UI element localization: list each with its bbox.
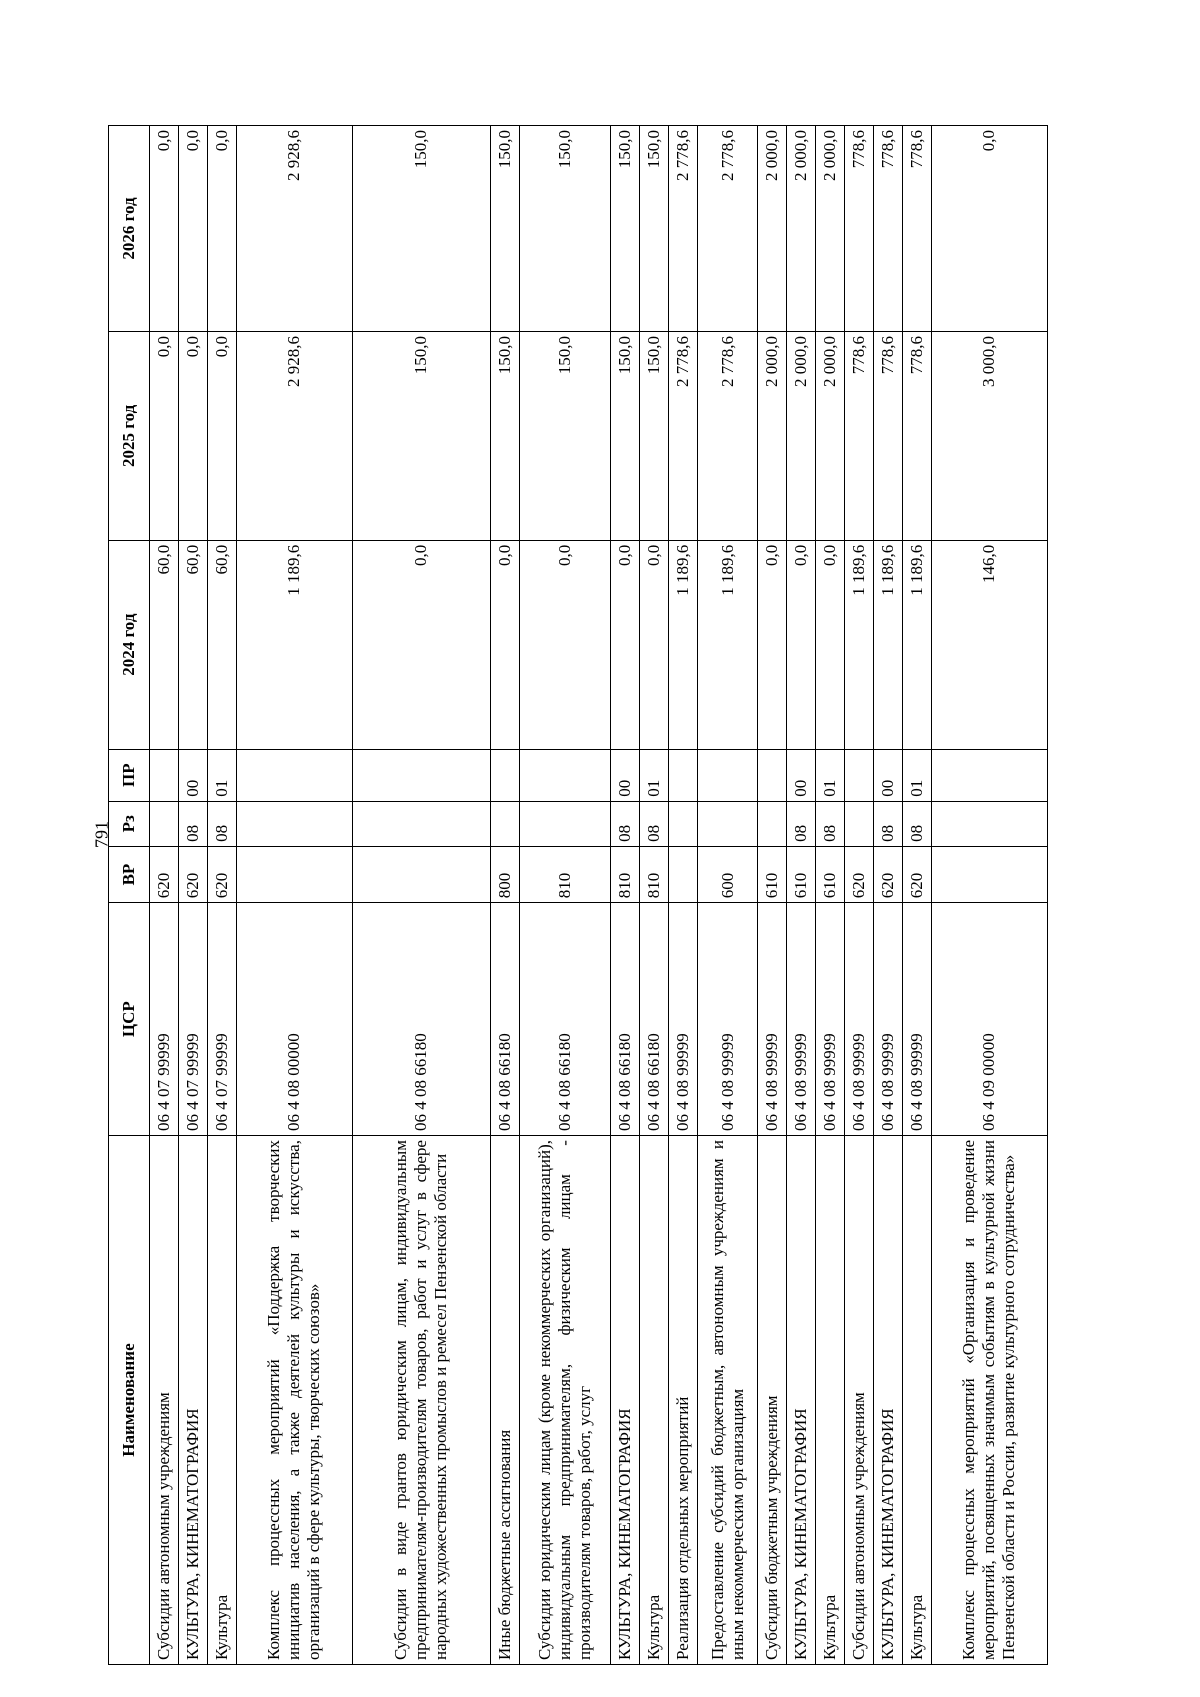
- row-csr: 06 4 07 99999: [207, 903, 236, 1136]
- row-2024: 60,0: [207, 540, 236, 749]
- row-2024: 0,0: [816, 540, 845, 749]
- row-2024: 146,0: [931, 540, 1047, 749]
- row-rz: [845, 801, 874, 846]
- row-csr: 06 4 07 99999: [150, 903, 179, 1136]
- page-number: 791: [91, 821, 112, 848]
- row-2025: 2 928,6: [236, 332, 352, 541]
- row-name: Субсидии автономным учреждениям: [150, 1136, 179, 1665]
- row-2026: 778,6: [874, 126, 903, 332]
- row-pr: [490, 749, 519, 801]
- row-csr: 06 4 08 99999: [845, 903, 874, 1136]
- row-rz: 08: [640, 801, 669, 846]
- row-2026: 0,0: [207, 126, 236, 332]
- row-name: Культура: [902, 1136, 931, 1665]
- row-csr: 06 4 08 66180: [519, 903, 610, 1136]
- row-2026: 0,0: [178, 126, 207, 332]
- row-pr: [150, 749, 179, 801]
- row-pr: [236, 749, 352, 801]
- row-2024: 0,0: [640, 540, 669, 749]
- row-name: Иные бюджетные ассигнования: [490, 1136, 519, 1665]
- table-row: [150, 126, 179, 1665]
- row-rz: [758, 801, 787, 846]
- row-2025: 150,0: [352, 332, 490, 541]
- row-name: Реализация отдельных мероприятий: [669, 1136, 698, 1665]
- header-vr: ВР: [109, 846, 150, 902]
- row-rz: 08: [207, 801, 236, 846]
- row-2024: 0,0: [519, 540, 610, 749]
- row-2025: 150,0: [519, 332, 610, 541]
- row-2024: 1 189,6: [845, 540, 874, 749]
- header-rz: Рз: [109, 801, 150, 846]
- row-2026: 2 000,0: [816, 126, 845, 332]
- row-name: КУЛЬТУРА, КИНЕМАТОГРАФИЯ: [611, 1136, 640, 1665]
- table-row: [640, 126, 669, 1665]
- row-2025: 0,0: [150, 332, 179, 541]
- row-2026: 2 000,0: [758, 126, 787, 332]
- row-2025: 0,0: [207, 332, 236, 541]
- row-csr: 06 4 08 66180: [490, 903, 519, 1136]
- row-rz: [519, 801, 610, 846]
- row-pr: [669, 749, 698, 801]
- row-name: Субсидии в виде грантов юридическим лицам, индивидуальным предпринимателям-производителям товаров, работ и услуг в сфере народных художественных промыслов и ремесел Пензенской области: [352, 1136, 490, 1665]
- row-2024: 1 189,6: [236, 540, 352, 749]
- header-2026: 2026 год: [109, 126, 150, 332]
- table-row: [519, 126, 610, 1665]
- row-pr: 01: [902, 749, 931, 801]
- header-pr: ПР: [109, 749, 150, 801]
- table-row: [490, 126, 519, 1665]
- row-csr: 06 4 08 99999: [669, 903, 698, 1136]
- row-rz: 08: [902, 801, 931, 846]
- row-rz: 08: [787, 801, 816, 846]
- row-rz: [931, 801, 1047, 846]
- row-2025: 150,0: [640, 332, 669, 541]
- row-name: Культура: [207, 1136, 236, 1665]
- row-2025: 778,6: [902, 332, 931, 541]
- table-row: [669, 126, 698, 1665]
- row-name: Культура: [640, 1136, 669, 1665]
- row-vr: 810: [640, 846, 669, 902]
- row-2026: 150,0: [640, 126, 669, 332]
- row-2025: 0,0: [178, 332, 207, 541]
- table-row: [845, 126, 874, 1665]
- row-rz: 08: [816, 801, 845, 846]
- row-pr: 00: [611, 749, 640, 801]
- row-csr: 06 4 08 66180: [352, 903, 490, 1136]
- table-row: [931, 126, 1047, 1665]
- row-2026: 0,0: [150, 126, 179, 332]
- table-row: [902, 126, 931, 1665]
- row-2024: 1 189,6: [669, 540, 698, 749]
- row-pr: [352, 749, 490, 801]
- row-csr: 06 4 08 99999: [698, 903, 758, 1136]
- row-pr: [519, 749, 610, 801]
- row-2024: 0,0: [787, 540, 816, 749]
- row-2026: 2 778,6: [669, 126, 698, 332]
- budget-table: [108, 125, 1048, 1665]
- table-row: [698, 126, 758, 1665]
- table-row: [758, 126, 787, 1665]
- row-vr: 620: [902, 846, 931, 902]
- row-pr: 00: [787, 749, 816, 801]
- table-row: [816, 126, 845, 1665]
- row-vr: 620: [207, 846, 236, 902]
- table-row: [236, 126, 352, 1665]
- row-vr: 810: [519, 846, 610, 902]
- row-vr: 610: [787, 846, 816, 902]
- row-csr: 06 4 08 99999: [874, 903, 903, 1136]
- row-2025: 778,6: [845, 332, 874, 541]
- row-csr: 06 4 07 99999: [178, 903, 207, 1136]
- table-row: [787, 126, 816, 1665]
- rotated-table-wrapper: [108, 125, 1048, 1665]
- row-2024: 0,0: [611, 540, 640, 749]
- row-pr: [698, 749, 758, 801]
- row-vr: [236, 846, 352, 902]
- row-name: Комплекс процессных мероприятий «Поддержка творческих инициатив населения, а также деятелей культуры и искусства, организаций в сфере культуры, творческих союзов»: [236, 1136, 352, 1665]
- row-2025: 2 000,0: [758, 332, 787, 541]
- row-name: КУЛЬТУРА, КИНЕМАТОГРАФИЯ: [874, 1136, 903, 1665]
- row-vr: 610: [816, 846, 845, 902]
- row-2024: 60,0: [150, 540, 179, 749]
- table-body: [150, 126, 1048, 1665]
- table-row: [178, 126, 207, 1665]
- header-csr: ЦСР: [109, 903, 150, 1136]
- row-pr: [845, 749, 874, 801]
- row-vr: 620: [178, 846, 207, 902]
- row-2026: 2 928,6: [236, 126, 352, 332]
- table-row: [352, 126, 490, 1665]
- table-row: [207, 126, 236, 1665]
- row-2025: 2 778,6: [698, 332, 758, 541]
- row-rz: 08: [611, 801, 640, 846]
- row-pr: 01: [816, 749, 845, 801]
- row-2026: 150,0: [519, 126, 610, 332]
- row-vr: 610: [758, 846, 787, 902]
- row-2025: 2 778,6: [669, 332, 698, 541]
- row-2024: 0,0: [490, 540, 519, 749]
- table-row: [611, 126, 640, 1665]
- row-rz: 08: [178, 801, 207, 846]
- row-2026: 2 778,6: [698, 126, 758, 332]
- row-csr: 06 4 08 66180: [640, 903, 669, 1136]
- row-vr: [352, 846, 490, 902]
- row-name: Субсидии юридическим лицам (кроме некоммерческих организаций), индивидуальным предпринимателям, физическим лицам - производителям товаров, работ, услуг: [519, 1136, 610, 1665]
- row-2026: 150,0: [611, 126, 640, 332]
- row-rz: [150, 801, 179, 846]
- row-vr: 620: [845, 846, 874, 902]
- row-pr: [758, 749, 787, 801]
- row-vr: 810: [611, 846, 640, 902]
- row-csr: 06 4 08 99999: [902, 903, 931, 1136]
- row-2025: 3 000,0: [931, 332, 1047, 541]
- header-2024: 2024 год: [109, 540, 150, 749]
- row-pr: 01: [640, 749, 669, 801]
- row-name: КУЛЬТУРА, КИНЕМАТОГРАФИЯ: [178, 1136, 207, 1665]
- row-2025: 778,6: [874, 332, 903, 541]
- row-csr: 06 4 08 00000: [236, 903, 352, 1136]
- row-csr: 06 4 08 99999: [816, 903, 845, 1136]
- row-2026: 2 000,0: [787, 126, 816, 332]
- header-name: Наименование: [109, 1136, 150, 1665]
- row-2026: 778,6: [845, 126, 874, 332]
- row-name: КУЛЬТУРА, КИНЕМАТОГРАФИЯ: [787, 1136, 816, 1665]
- row-name: Предоставление субсидий бюджетным, автономным учреждениям и иным некоммерческим организациям: [698, 1136, 758, 1665]
- row-pr: [931, 749, 1047, 801]
- row-pr: 00: [178, 749, 207, 801]
- row-2024: 60,0: [178, 540, 207, 749]
- table-header-row: [109, 126, 150, 1665]
- row-2026: 150,0: [490, 126, 519, 332]
- row-2024: 1 189,6: [698, 540, 758, 749]
- row-2024: 1 189,6: [874, 540, 903, 749]
- row-rz: [352, 801, 490, 846]
- row-csr: 06 4 08 99999: [758, 903, 787, 1136]
- header-2025: 2025 год: [109, 332, 150, 541]
- row-name: Субсидии бюджетным учреждениям: [758, 1136, 787, 1665]
- row-rz: [236, 801, 352, 846]
- row-name: Культура: [816, 1136, 845, 1665]
- row-csr: 06 4 09 00000: [931, 903, 1047, 1136]
- row-2025: 2 000,0: [787, 332, 816, 541]
- row-csr: 06 4 08 99999: [787, 903, 816, 1136]
- row-name: Комплекс процессных мероприятий «Организация и проведение мероприятий, посвященных значимым событиям в культурной жизни Пензенской области и России, развитие культурного сотрудничества»: [931, 1136, 1047, 1665]
- row-2025: 150,0: [611, 332, 640, 541]
- table-row: [874, 126, 903, 1665]
- row-pr: 01: [207, 749, 236, 801]
- row-2024: 0,0: [352, 540, 490, 749]
- row-name: Субсидии автономным учреждениям: [845, 1136, 874, 1665]
- row-rz: [490, 801, 519, 846]
- row-csr: 06 4 08 66180: [611, 903, 640, 1136]
- row-2025: 150,0: [490, 332, 519, 541]
- row-2024: 0,0: [758, 540, 787, 749]
- row-vr: 600: [698, 846, 758, 902]
- row-rz: [669, 801, 698, 846]
- row-pr: 00: [874, 749, 903, 801]
- row-rz: [698, 801, 758, 846]
- row-2026: 150,0: [352, 126, 490, 332]
- row-vr: [669, 846, 698, 902]
- row-vr: 620: [874, 846, 903, 902]
- row-vr: 800: [490, 846, 519, 902]
- row-2026: 0,0: [931, 126, 1047, 332]
- row-vr: 620: [150, 846, 179, 902]
- row-2025: 2 000,0: [816, 332, 845, 541]
- row-rz: 08: [874, 801, 903, 846]
- row-2026: 778,6: [902, 126, 931, 332]
- row-2024: 1 189,6: [902, 540, 931, 749]
- row-vr: [931, 846, 1047, 902]
